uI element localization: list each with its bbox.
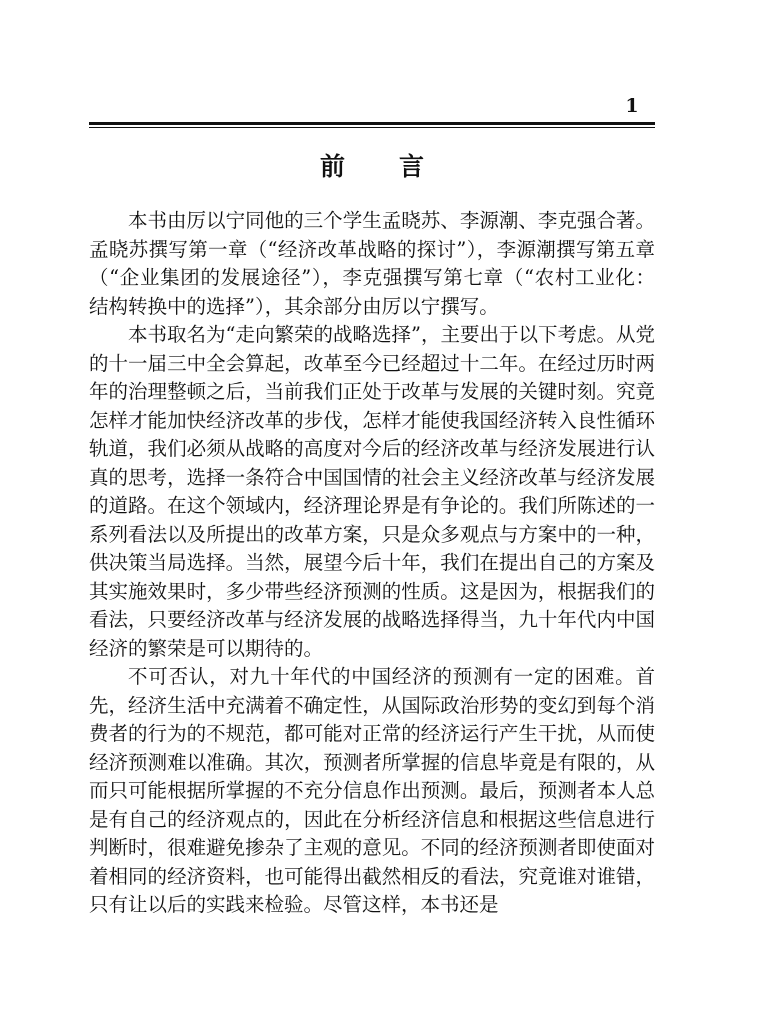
paragraph-1: 本书由厉以宁同他的三个学生孟晓苏、李源潮、李克强合著。孟晓苏撰写第一章（“经济改革战略的探讨”），李源潮撰写第五章（“企业集团的发展途径”），李克强撰写第七章（“农村工业化：结构转换中的选择”），其余部分由厉以宁撰写。	[89, 209, 655, 318]
chapter-title: 前言	[319, 152, 478, 181]
body-text	[89, 207, 655, 920]
paragraph-2: 本书取名为“走向繁荣的战略选择”，主要出于以下考虑。从党的十一届三中全会算起，改革至今已经超过十二年。在经过历时两年的治理整顿之后，当前我们正处于改革与发展的关键时刻。究竟怎样才能加快经济改革的步伐，怎样才能使我国经济转入良性循环轨道，我们必须从战略的高度对今后的经济改革与经济发展进行认真的思考，选择一条符合中国国情的社会主义经济改革与经济发展的道路。在这个领域内，经济理论界是有争论的。我们所陈述的一系列看法以及所提出的改革方案，只是众多观点与方案中的一种，供决策当局选择。当然，展望今后十年，我们在提出自己的方案及其实施效果时，多少带些经济预测的性质。这是因为，根据我们的看法，只要经济改革与经济发展的战略选择得当，九十年代内中国经济的繁荣是可以期待的。	[89, 323, 655, 660]
header-rule-thin	[89, 127, 655, 128]
page-number: 1	[625, 95, 639, 117]
header-rule-thick	[89, 122, 655, 125]
paragraph-3: 不可否认，对九十年代的中国经济的预测有一定的困难。首先，经济生活中充满着不确定性，从国际政治形势的变幻到每个消费者的行为的不规范，都可能对正常的经济运行产生干扰，从而使经济预测难以准确。其次，预测者所掌握的信息毕竟是有限的，从而只可能根据所掌握的不充分信息作出预测。最后，预测者本人总是有自己的经济观点的，因此在分析经济信息和根据这些信息进行判断时，很难避免掺杂了主观的意见。不同的经济预测者即使面对着相同的经济资料，也可能得出截然相反的看法，究竟谁对谁错，只有让以后的实践来检验。尽管这样，本书还是	[89, 665, 655, 916]
